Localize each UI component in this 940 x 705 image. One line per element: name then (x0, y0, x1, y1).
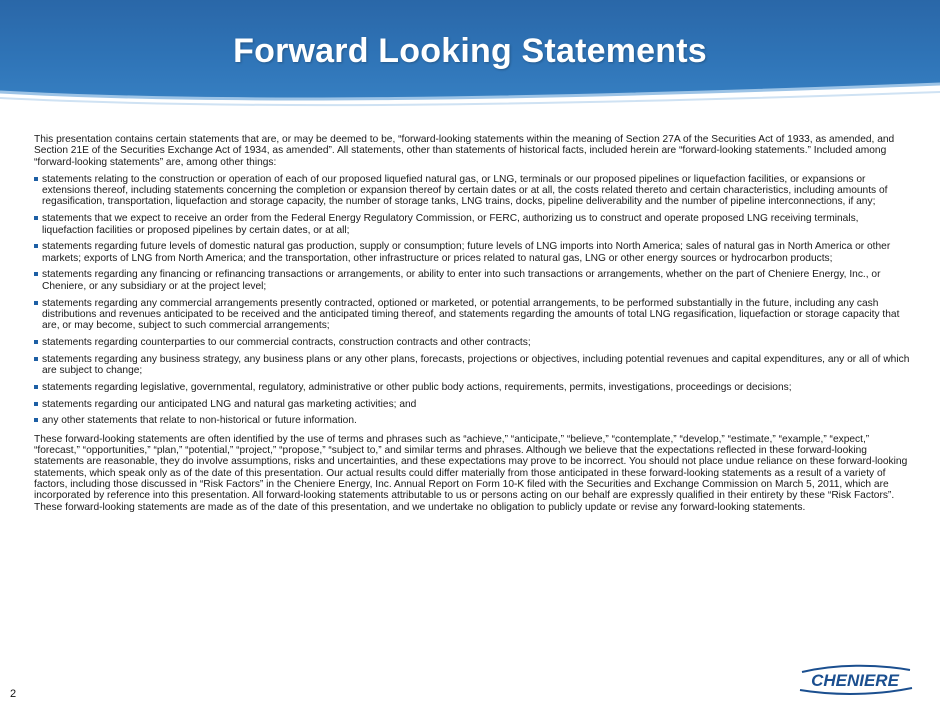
list-item: statements regarding legislative, governmental, regulatory, administrative or other public body actions, requirements, permits, investigations, proceedings or decisions; (34, 382, 910, 393)
cheniere-logo (796, 662, 914, 696)
header-banner (0, 0, 940, 128)
list-item: statements regarding any business strategy, any business plans or any other plans, forecasts, projections or objectives, including potential revenues and capital expenditures, any or all of which are subject to change; (34, 354, 910, 377)
page-number: 2 (10, 688, 17, 700)
list-item: statements relating to the construction or operation of each of our proposed liquefied natural gas, or LNG, terminals or our proposed pipelines or liquefaction facilities, or expansions or extensions thereof, including statements concerning the completion or expansion thereof by certain dates or at all, the costs related thereto and certain characteristics, including amounts of regasification, transportation, liquefaction and storage capacity, the number of storage tanks, LNG trains, docks, pipeline deliverability and the number of pipeline interconnections, if any; (34, 174, 910, 208)
list-item: any other statements that relate to non-historical or future information. (34, 415, 910, 426)
list-item: statements regarding any financing or refinancing transactions or arrangements, or ability to enter into such transactions or arrangements, whether on the part of Cheniere Energy, Inc., or Cheniere, or any subsidiary or at the project level; (34, 269, 910, 292)
statement-list (34, 174, 910, 427)
list-item: statements regarding counterparties to our commercial contracts, construction contracts and other contracts; (34, 337, 910, 348)
list-item: statements regarding our anticipated LNG and natural gas marketing activities; and (34, 399, 910, 410)
intro-paragraph: This presentation contains certain statements that are, or may be deemed to be, “forward-looking statements within the meaning of Section 27A of the Securities Act of 1933, as amended, and Section 21E of the Securities Exchange Act of 1934, as amended”. All statements, other than statements of historical facts, included herein are “forward-looking statements.” Included among “forward-looking statements” are, among other things: (34, 134, 895, 168)
page-title: Forward Looking Statements (233, 32, 707, 70)
closing-paragraph: These forward-looking statements are often identified by the use of terms and phrases such as “achieve,” “anticipate,” “believe,” “contemplate,” “develop,” “estimate,” “example,” “expect,” “forecast,” “opportunities,” “plan,” “potential,” “project,” “propose,” “subject to,” and similar terms and phrases. Although we believe that the expectations reflected in these forward-looking statements are reasonable, they do involve assumptions, risks and uncertainties, and these expectations may prove to be incorrect. You should not place undue reliance on these forward-looking statements, which speak only as of the date of this presentation. Our actual results could differ materially from those anticipated in these forward-looking statements as a result of a variety of factors, including those discussed in “Risk Factors” in the Cheniere Energy, Inc. Annual Report on Form 10-K filed with the Securities and Exchange Commission on March 5, 2011, which are incorporated by reference into this presentation. All forward-looking statements attributable to us or persons acting on our behalf are expressly qualified in their entirety by these “Risk Factors”. These forward-looking statements are made as of the date of this presentation, and we undertake no obligation to publicly update or revise any forward-looking statements. (34, 433, 908, 513)
logo-wordmark: CHENIERE (811, 671, 899, 690)
list-item: statements that we expect to receive an order from the Federal Energy Regulatory Commission, or FERC, authorizing us to construct and operate proposed LNG receiving terminals, liquefaction facilities or proposed pipelines by certain dates, or at all; (34, 213, 910, 236)
list-item: statements regarding future levels of domestic natural gas production, supply or consumption; future levels of LNG imports into North America; sales of natural gas in North America or other markets; exports of LNG from North America; and the transportation, other infrastructure or prices related to natural gas, LNG or other energy sources or hydrocarbon products; (34, 241, 910, 264)
list-item: statements regarding any commercial arrangements presently contracted, optioned or marketed, or potential arrangements, to be performed substantially in the future, including any cash distributions and revenues anticipated to be received and the anticipated timing thereof, and statements regarding the amounts of total LNG regasification, liquefaction or storage capacity that are, or may become, subject to such commercial arrangements; (34, 298, 910, 332)
statement-body (34, 134, 910, 513)
